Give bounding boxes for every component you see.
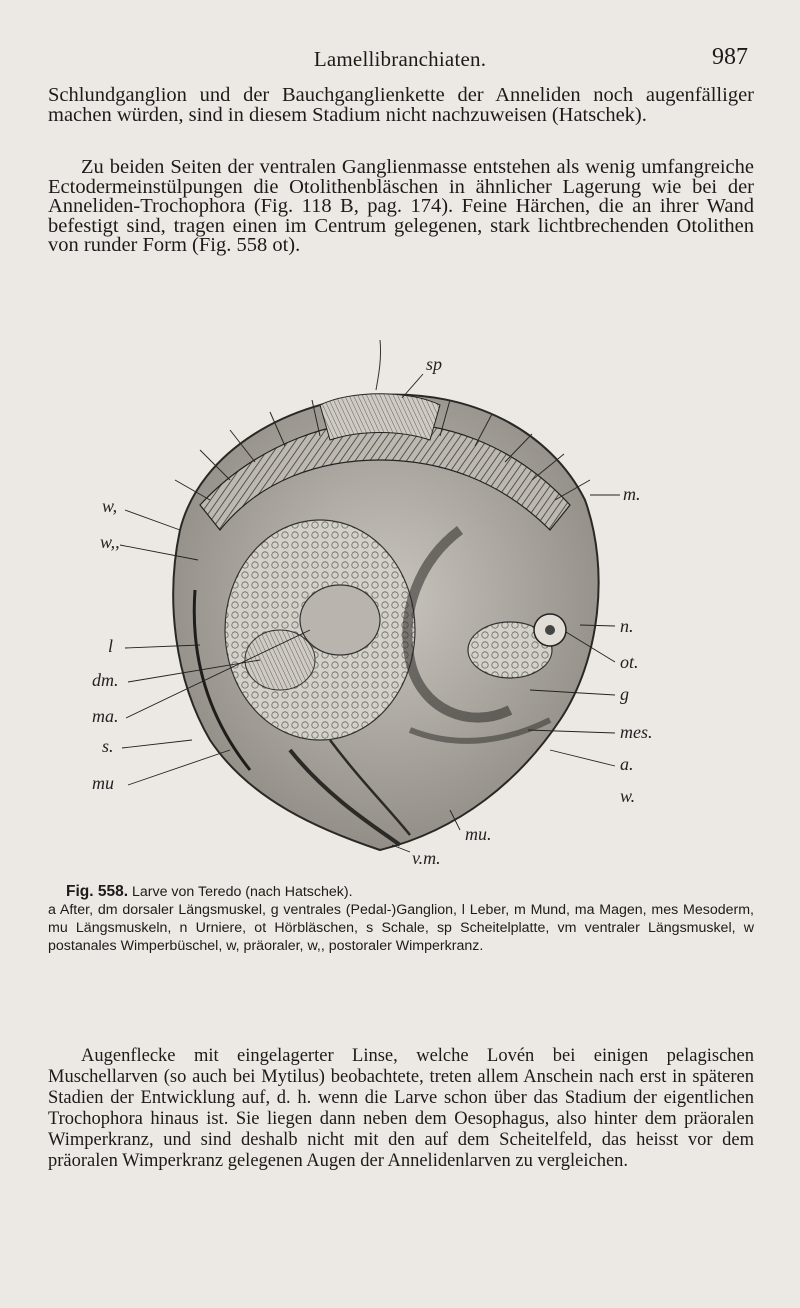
paragraph-3: Augenflecke mit eingelagerter Linse, welche Lovén bei einigen pelagischen Muschellarven (so auch bei Mytilus) beobachtete, treten allem Anschein nach erst in späteren Stadien der Entwicklung auf, d. h. wenn die Larve schon über das Stadium der eigentlichen Trochophora hinaus ist. Sie liegen dann neben dem Oesophagus, also hinter dem präoralen Wimperkranz, und sind deshalb nicht mit den auf dem Scheitelfeld, das heisst vor dem präoralen Wimperkranz gelegenen Augen der Annelidenlarven zu vergleichen. (48, 1046, 754, 1171)
label-g: g (620, 684, 629, 704)
running-header: Lamellibranchiaten. (313, 47, 487, 71)
figure-number: Fig. 558. (66, 883, 129, 900)
liver (245, 630, 315, 690)
label-ma: ma. (92, 706, 119, 726)
paragraph-1: Schlundganglion und der Bauchganglienkette der Anneliden noch augenfälliger machen würden, sind in diesem Stadium nicht nachzuweisen (Hatschek). (48, 84, 754, 126)
label-sp: sp (426, 354, 443, 374)
label-n: n. (620, 616, 634, 636)
label-a: a. (620, 754, 634, 774)
figure-title: Larve von Teredo (nach Hatschek). (131, 884, 353, 900)
page-number: 987 (712, 44, 748, 70)
label-m: m. (623, 484, 641, 504)
figure-caption (48, 883, 754, 955)
label-l: l (108, 636, 114, 656)
label-w1: w, (102, 496, 118, 516)
figure-legend: a After, dm dorsaler Längsmuskel, g ventrales (Pedal-)Ganglion, l Leber, m Mund, ma Magen, mes Mesoderm, mu Längsmuskeln, n Urniere, ot Hörbläschen, s Schale, sp Scheitelplatte, vm ventraler Längsmuskel, w postanales Wimperbüschel, w, präoraler, w,, postoraler Wimperkranz. (48, 902, 754, 954)
figure-teredo-larva (80, 330, 680, 870)
label-mu2: mu. (465, 824, 492, 844)
otolith (545, 625, 555, 635)
label-w2: w,, (100, 532, 120, 552)
larva-drawing (80, 330, 680, 870)
stomach (300, 585, 380, 655)
label-w: w. (620, 786, 636, 806)
label-mu: mu (92, 773, 114, 793)
label-dm: dm. (92, 670, 119, 690)
paragraph-2: Zu beiden Seiten der ventralen Ganglienmasse entstehen als wenig umfangreiche Ectodermeinstülpungen die Otolithenbläschen in ähnlicher Lagerung wie bei der Anneliden-Trochophora (Fig. 118 B, pag. 174). Feine Härchen, die an ihrer Wand befestigt sind, tragen einen im Centrum gelegenen, stark lichtbrechenden Otolithen von runder Form (Fig. 558 ot). (48, 156, 754, 256)
label-ot: ot. (620, 652, 639, 672)
label-s: s. (102, 736, 114, 756)
label-vm: v.m. (412, 848, 441, 868)
label-mes: mes. (620, 722, 653, 742)
